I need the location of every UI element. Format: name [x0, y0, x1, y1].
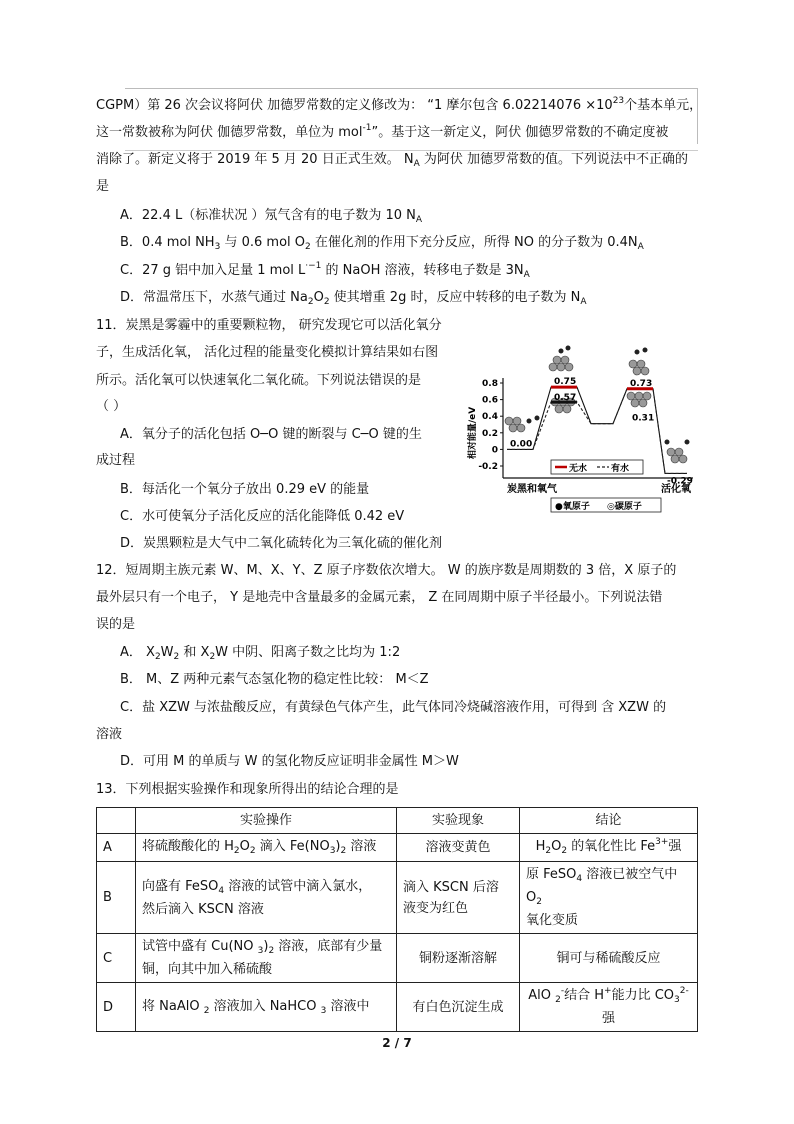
q12-option-a: A． $X_2W_2$ 和 $X_2W$ 中阴、阳离子数之比均为 1:2: [120, 645, 401, 662]
row-operation: 向盛有 FeSO$_4$ 溶液的试管中滴入氯水， 然后滴入 KSCN 溶液: [136, 862, 397, 934]
row-operation: 试管中盛有 Cu(NO $_3)_2$ 溶液，底部有少量 铜，向其中加入稀硫酸: [136, 934, 397, 983]
experiment-table: [96, 807, 698, 1032]
value-label: -0.29: [667, 476, 693, 487]
header-cell: 实验操作: [136, 808, 397, 834]
row-letter: B: [97, 862, 136, 934]
row-conclusion: 铜可与稀硫酸反应: [520, 934, 698, 983]
value-label: 0.31: [632, 413, 655, 424]
value-label: 0.00: [510, 439, 533, 450]
row-phenomenon: 溶液变黄色: [397, 834, 520, 862]
q11-option-c: C．水可使氧分子活化反应的活化能降低 0.42 eV: [120, 509, 405, 524]
molecule-cluster-icon: [505, 416, 540, 433]
molecule-cluster-icon: [629, 348, 649, 376]
q12-option-b: B． M、Z 两种元素气态氢化物的稳定性比较： M＜Z: [120, 672, 429, 687]
row-conclusion: 原 FeSO$_4$ 溶液已被空气中 $O_2$ 氧化变质: [520, 862, 698, 934]
row-phenomenon: 有白色沉淀生成: [397, 983, 520, 1032]
q11-option-a: A．氧分子的活化包括 O─O 键的断裂与 C─O 键的生: [120, 427, 422, 442]
q12-line-2: 最外层只有一个电子， Y 是地壳中含量最多的金属元素， Z 在同周期中原子半径最小。下列说法错: [96, 590, 663, 605]
q11-option-b: B．每活化一个氧分子放出 0.29 eV 的能量: [120, 482, 370, 497]
q11-line-2: 子，生成活化氧， 活化过程的能量变化模拟计算结果如右图: [96, 345, 439, 360]
row-phenomenon: 滴入 KSCN 后溶 液变为红色: [397, 862, 520, 934]
q11-line-1: 11．炭黑是雾霾中的重要颗粒物， 研究发现它可以活化氧分: [96, 318, 442, 333]
legend-label-water: 有水: [611, 464, 630, 474]
energy-profile-chart: [455, 338, 695, 518]
value-label: 0.57: [554, 393, 577, 404]
table-row: [97, 862, 698, 934]
row-phenomenon: 铜粉逐渐溶解: [397, 934, 520, 983]
frame-line-top: [125, 88, 698, 89]
row-operation: 将 NaAlO $_2$ 溶液加入 NaHCO $_3$ 溶液中: [136, 983, 397, 1032]
q11-option-a-cont: 成过程: [96, 453, 136, 468]
table-header-row: [97, 808, 698, 834]
q12-option-c: C．盐 XZW 与浓盐酸反应，有黄绿色气体产生，此气体同冷烧碱溶液作用，可得到 含 XZW 的: [120, 700, 667, 715]
table-row: [97, 834, 698, 862]
row-letter: D: [97, 983, 136, 1032]
header-cell: 实验现象: [397, 808, 520, 834]
intro-line-4: 是: [96, 179, 110, 194]
q12-option-c-cont: 溶液: [96, 727, 123, 742]
q11-option-d: D．炭黑颗粒是大气中二氧化硫转化为三氧化硫的催化剂: [120, 536, 443, 551]
y-axis-label: 相对能量/eV: [468, 406, 478, 460]
row-conclusion: $H_2O_2$ 的氧化性比 $Fe^{3+}$强: [520, 834, 698, 862]
header-cell: 结论: [520, 808, 698, 834]
q11-line-3: 所示。活化氧可以快速氧化二氧化硫。下列说法错误的是: [96, 373, 422, 388]
y-tick-label: 0.4: [482, 412, 498, 423]
q12-line-1: 12．短周期主族元素 W、M、X、Y、Z 原子序数依次增大。 W 的族序数是周期数的 3 倍，X 原子的: [96, 563, 677, 578]
molecule-cluster-icon: [627, 392, 651, 407]
x-label-end: 活化氧: [661, 484, 691, 495]
q12-option-d: D．可用 M 的单质与 W 的氢化物反应证明非金属性 M＞W: [120, 754, 459, 769]
q11-line-4: （ ）: [96, 399, 127, 414]
q10-option-d: D．常温常压下，水蒸气通过 $Na_2O_2$ 使其增重 2g 时，反应中转移的电子数为 $N_A$: [120, 290, 587, 307]
y-tick-label: -0.2: [478, 462, 498, 472]
legend-carbon-atom: ◎碳原子: [607, 502, 642, 512]
table-row: [97, 983, 698, 1032]
legend-oxygen-atom: ●氧原子: [555, 502, 590, 512]
molecule-cluster-icon: [549, 346, 573, 372]
y-tick-label: 0.6: [482, 395, 498, 406]
table-row: [97, 934, 698, 983]
intro-line-1: CGPM）第 26 次会议将阿伏 加德罗常数的定义修改为： “1 摩尔包含 $6.02214076 \times 10^{23}$个基本单元，: [96, 96, 703, 113]
legend-label-no-water: 无水: [569, 464, 588, 474]
intro-line-3: 消除了。新定义将于 2019 年 5 月 20 日正式生效。 $N_A$ 为阿伏 加德罗常数的值。下列说法中不正确的: [96, 152, 688, 169]
row-conclusion: AlO $_2$-结合 H+能力比 $CO_3^{2-}$强: [520, 983, 698, 1032]
value-label: 0.75: [554, 377, 577, 388]
value-label: 0.73: [630, 378, 653, 389]
row-letter: C: [97, 934, 136, 983]
y-tick-label: 0.2: [482, 428, 498, 439]
q10-option-c: C．27 g 铝中加入足量 1 mol $L^{\cdot-1}$ 的 NaOH 溶液，转移电子数是 $3N_A$: [120, 261, 530, 280]
q10-option-a: A．22.4 L（标准状况 ）氖气含有的电子数为 10 $N_A$: [120, 208, 423, 225]
y-tick-label: 0: [491, 445, 498, 456]
molecule-cluster-icon: [665, 440, 690, 464]
row-letter: A: [97, 834, 136, 862]
q12-line-3: 误的是: [96, 617, 136, 632]
q10-option-b: B．0.4 mol $NH_3$ 与 0.6 mol $O_2$ 在催化剂的作用下充分反应，所得 NO 的分子数为 $0.4N_A$: [120, 235, 644, 252]
x-label-start: 炭黑和氧气: [507, 484, 557, 495]
y-tick-label: 0.8: [482, 379, 498, 389]
page-number: 2 / 7: [382, 1036, 412, 1050]
intro-line-2: 这一常数被称为阿伏 伽德罗常数，单位为 mol$^{-1}$”。基于这一新定义，阿伏 伽德罗常数的不确定度被: [96, 123, 669, 140]
row-operation: 将硫酸酸化的 $H_2O_2$ 滴入 $Fe(NO_3)_2$ 溶液: [136, 834, 397, 862]
q13-title: 13．下列根据实验操作和现象所得出的结论合理的是: [96, 782, 399, 797]
header-cell: [97, 808, 136, 834]
